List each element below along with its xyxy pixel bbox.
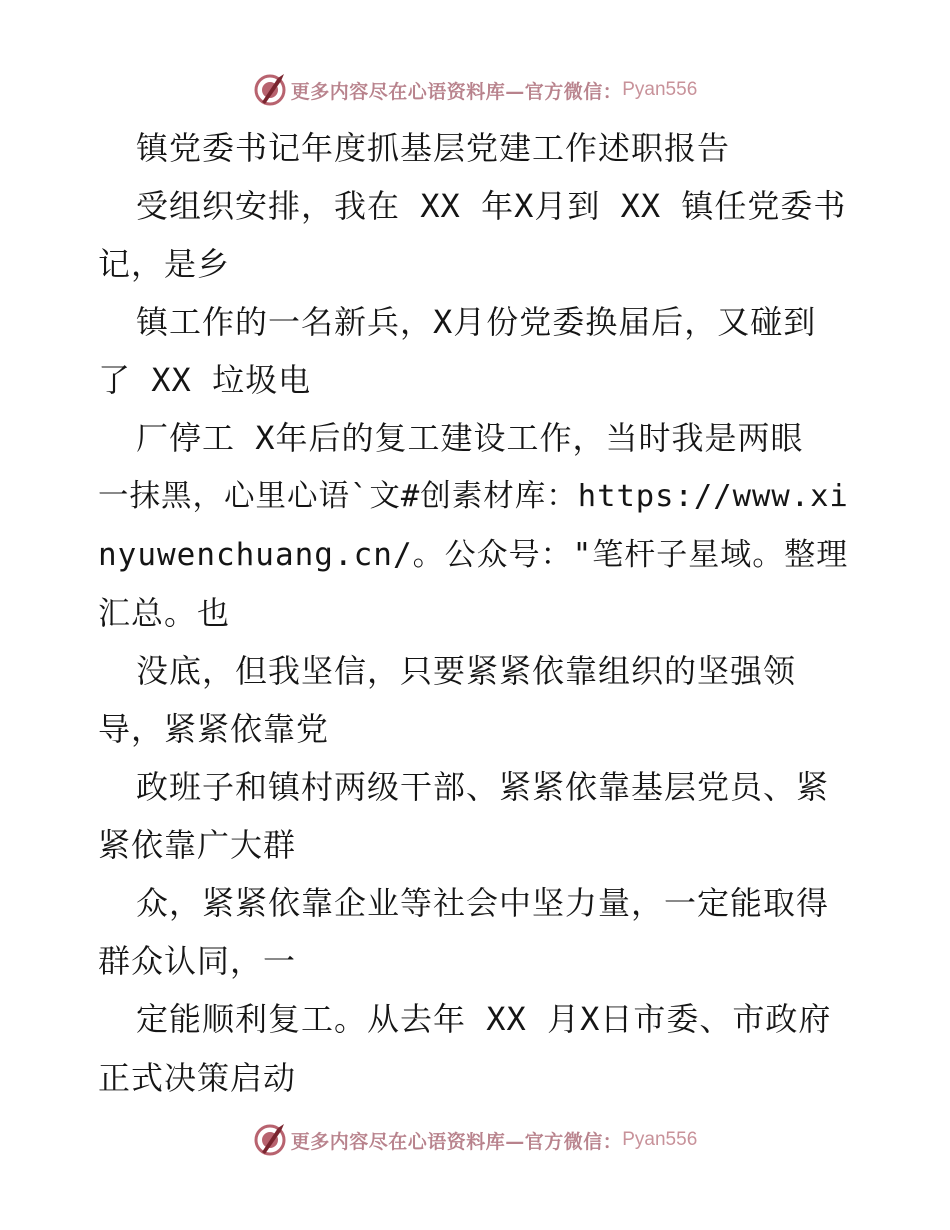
text-line: 了 XX 垃圾电 xyxy=(98,361,312,400)
text-line: 受组织安排，我在 XX 年X月到 XX 镇任党委书 xyxy=(136,187,847,226)
text-line: 厂停工 X年后的复工建设工作，当时我是两眼 xyxy=(136,419,804,458)
footer-banner-content xyxy=(253,1123,698,1157)
text-line: 没底，但我坚信，只要紧紧依靠组织的坚强领 xyxy=(136,651,797,690)
header-banner-text: 更多内容尽在心语资料库—官方微信： xyxy=(290,80,623,103)
footer-banner-text: 更多内容尽在心语资料库—官方微信： xyxy=(290,1130,623,1153)
quill-logo-icon xyxy=(253,73,287,107)
text-line: 定能顺利复工。从去年 XX 月X日市委、市政府 xyxy=(136,1000,832,1039)
header-banner xyxy=(0,70,950,110)
text-line: 镇工作的一名新兵，X月份党委换届后，又碰到 xyxy=(136,303,817,342)
header-banner-wechat-id: Pyan556 xyxy=(622,79,698,100)
text-line: nyuwenchuang.cn/。公众号："笔杆子星域。整理 xyxy=(98,536,849,573)
text-line: 导，紧紧依靠党 xyxy=(98,709,330,748)
footer-banner xyxy=(0,1120,950,1160)
text-line: 紧依靠广大群 xyxy=(98,826,297,865)
header-banner-content xyxy=(253,73,698,107)
text-line: 众，紧紧依靠企业等社会中坚力量，一定能取得 xyxy=(136,884,830,923)
text-line: 一抹黑，心里心语`文#创素材库：https://www.xi xyxy=(98,478,849,514)
text-line: 正式决策启动 xyxy=(98,1058,297,1097)
document-body xyxy=(98,119,852,1107)
quill-logo-icon xyxy=(253,1123,287,1157)
document-title: 镇党委书记年度抓基层党建工作述职报告 xyxy=(136,129,731,167)
text-line: 汇总。也 xyxy=(98,593,231,632)
text-line: 记，是乡 xyxy=(98,245,231,284)
footer-banner-wechat-id: Pyan556 xyxy=(622,1129,698,1150)
text-line: 政班子和镇村两级干部、紧紧依靠基层党员、紧 xyxy=(136,768,830,807)
text-line: 群众认同，一 xyxy=(98,942,297,981)
